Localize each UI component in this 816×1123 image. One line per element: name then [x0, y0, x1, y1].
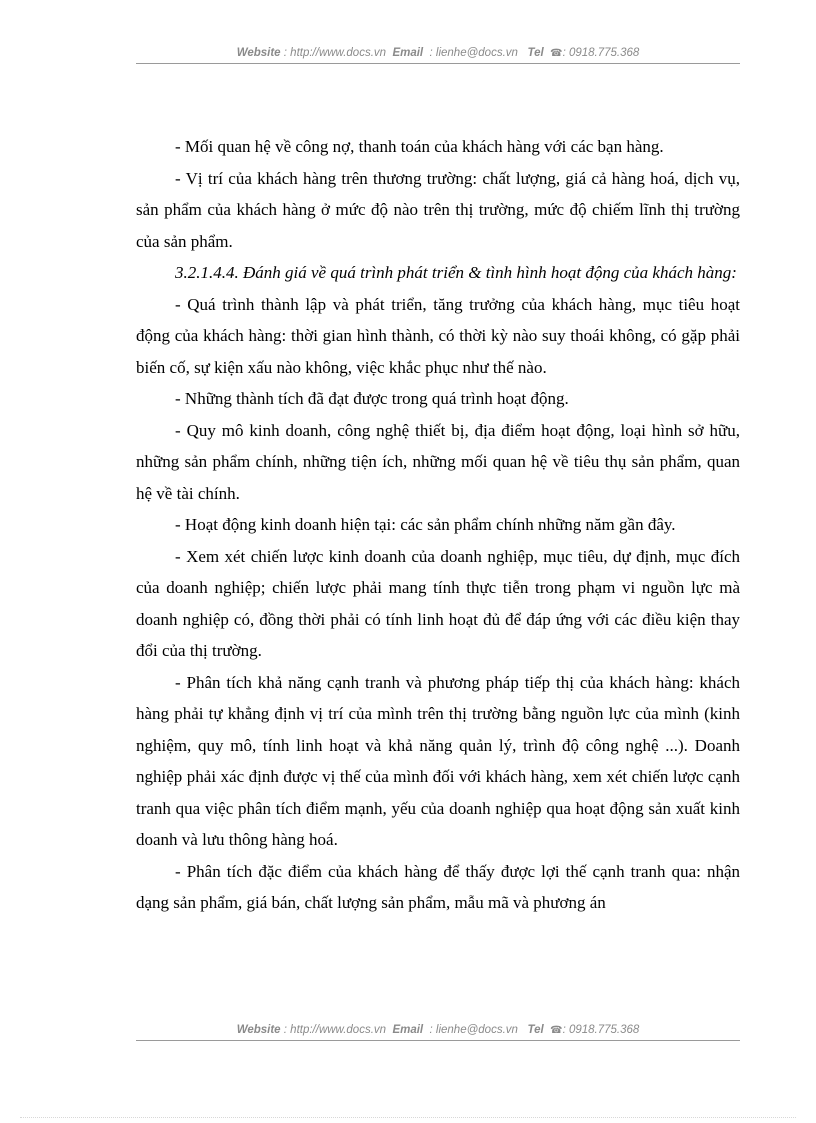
footer-tel-label: Tel [527, 1024, 544, 1036]
phone-icon: ☎ [550, 1025, 563, 1036]
header-email-label: Email [392, 47, 424, 59]
phone-icon: ☎ [550, 48, 563, 59]
paragraph-competitiveness: - Phân tích khả năng cạnh tranh và phương pháp tiếp thị của khách hàng: khách hàng phải tự khẳng định vị trí của mình trên thị trường bằng nguồn lực của mình (kinh nghiệm, quy mô, tính linh hoạt và khả năng quản lý, trình độ công nghệ ...). Doanh nghiệp phải xác định được vị thế của mình đối với khách hàng, xem xét chiến lược cạnh tranh qua việc phân tích điểm mạnh, yếu của doanh nghiệp qua hoạt động sản xuất kinh doanh và lưu thông hàng hoá. [136, 672, 740, 849]
paragraph-customer-characteristics: - Phân tích đặc điểm của khách hàng để thấy được lợi thế cạnh tranh qua: nhận dạng sản phẩm, giá bán, chất lượng sản phẩm, mẫu mã và phương án [136, 861, 740, 912]
paragraph-business-strategy: - Xem xét chiến lược kinh doanh của doanh nghiệp, mục tiêu, dự định, mục đích của doanh nghiệp; chiến lược phải mang tính thực tiễn trong phạm vi nguồn lực mà doanh nghiệp có, đồng thời phải có tính linh hoạt đủ để đáp ứng với các điều kiện thay đổi của thị trường. [136, 546, 740, 660]
page-edge-divider [20, 1117, 796, 1118]
footer-website-url: : http://www.docs.vn [283, 1024, 387, 1036]
section-heading: 3.2.1.4.4. Đánh giá về quá trình phát triển & tình hình hoạt động của khách hàng: [175, 263, 737, 282]
page-header [136, 47, 740, 64]
page-footer [136, 1024, 740, 1041]
paragraph-market-position: - Vị trí của khách hàng trên thương trường: chất lượng, giá cả hàng hoá, dịch vụ, sản phẩm của khách hàng ở mức độ nào trên thị trường, mức độ chiếm lĩnh thị trường của sản phẩm. [136, 168, 740, 251]
paragraph-debt-relations: - Mối quan hệ về công nợ, thanh toán của khách hàng với các bạn hàng. [175, 137, 664, 156]
header-tel-label: Tel [527, 47, 544, 59]
paragraph-achievements: - Những thành tích đã đạt được trong quá trình hoạt động. [175, 389, 569, 408]
footer-email-address: : lienhe@docs.vn [429, 1024, 518, 1036]
paragraph-current-activities: - Hoạt động kinh doanh hiện tại: các sản phẩm chính những năm gần đây. [175, 515, 676, 534]
footer-website-label: Website [236, 1024, 281, 1036]
header-website-label: Website [236, 47, 281, 59]
header-email-address: : lienhe@docs.vn [429, 47, 518, 59]
document-body [136, 131, 740, 919]
paragraph-development-history: - Quá trình thành lập và phát triển, tăng trưởng của khách hàng, mục tiêu hoạt động của khách hàng: thời gian hình thành, có thời kỳ nào suy thoái không, có gặp phải biến cố, sự kiện xấu nào không, việc khắc phục như thế nào. [136, 294, 740, 377]
paragraph-business-scale: - Quy mô kinh doanh, công nghệ thiết bị, địa điểm hoạt động, loại hình sở hữu, những sản phẩm chính, những tiện ích, những mối quan hệ về tiêu thụ sản phẩm, quan hệ về tài chính. [136, 420, 740, 503]
footer-email-label: Email [392, 1024, 424, 1036]
header-website-url: : http://www.docs.vn [283, 47, 387, 59]
footer-tel-number: : 0918.775.368 [562, 1024, 640, 1036]
header-tel-number: : 0918.775.368 [562, 47, 640, 59]
